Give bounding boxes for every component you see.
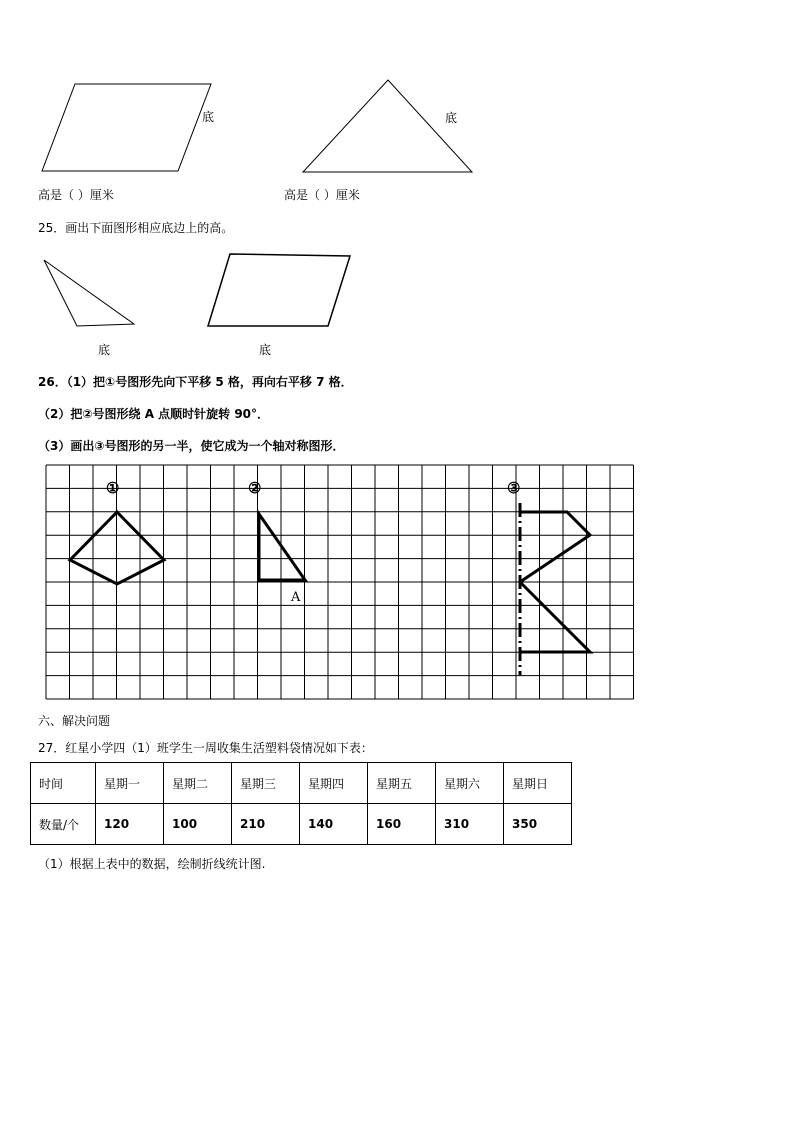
table-cell: 数量/个 [31,804,96,845]
table-cell: 星期四 [300,763,368,804]
q24-figures [0,0,794,200]
table-cell: 星期日 [504,763,572,804]
table-cell: 160 [368,804,436,845]
q27-sub1: （1）根据上表中的数据，绘制折线统计图. [38,857,266,871]
table-cell: 星期五 [368,763,436,804]
q26-line1: 26．（1）把①号图形先向下平移 5 格，再向右平移 7 格． [38,375,353,389]
table-cell: 星期二 [164,763,232,804]
table-cell: 星期一 [96,763,164,804]
grid-lines [46,465,634,699]
table-cell: 星期六 [436,763,504,804]
table-cell: 时间 [31,763,96,804]
parallelogram-height-answer: 高是（ ）厘米 [38,188,114,202]
q26-line2: （2）把②号图形绕 A 点顺时针旋转 90°． [38,407,270,421]
table-cell: 星期三 [232,763,300,804]
q25-question: 25．画出下面图形相应底边上的高。 [38,221,234,235]
point-a-label: A [291,590,301,605]
table-cell: 310 [436,804,504,845]
figure-3-label: ③ [507,479,521,497]
figure-2-triangle [259,514,305,580]
table-cell: 350 [504,804,572,845]
q26-line3: （3）画出③号图形的另一半，使它成为一个轴对称图形． [38,439,345,453]
q25-triangle-base-label: 底 [98,343,111,357]
table-header-row [31,763,572,804]
figure-1-label: ① [106,479,120,497]
parallelogram-figure [42,84,211,171]
triangle-height-answer: 高是（ ）厘米 [284,188,360,202]
q25-triangle [44,260,134,326]
q25-parallelogram [208,254,350,326]
table-cell: 100 [164,804,232,845]
table-cell: 210 [232,804,300,845]
table-cell: 140 [300,804,368,845]
q27-question: 27．红星小学四（1）班学生一周收集生活塑料袋情况如下表： [38,741,373,755]
parallelogram-base-label: 底 [202,110,215,124]
plastic-bag-table [30,762,572,845]
triangle-base-label: 底 [445,111,458,125]
q25-parallelogram-base-label: 底 [259,343,272,357]
q25-figures [0,240,794,340]
section-6-heading: 六、解决问题 [38,714,111,728]
table-row [31,804,572,845]
triangle-figure [303,80,472,172]
figure-2-label: ② [248,479,262,497]
table-cell: 120 [96,804,164,845]
